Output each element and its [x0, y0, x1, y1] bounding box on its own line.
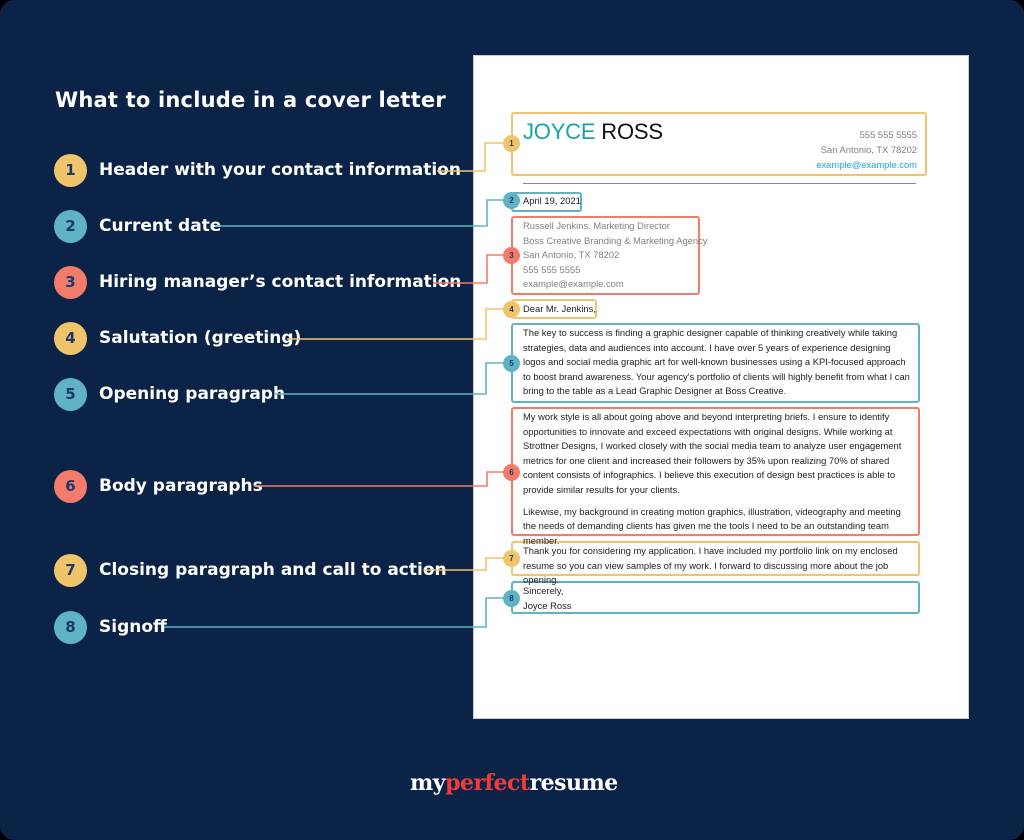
step-label: Body paragraphs: [99, 476, 263, 496]
logo-part-my: my: [410, 770, 446, 796]
step-number-badge: 4: [54, 322, 87, 355]
step-label: Salutation (greeting): [99, 328, 302, 348]
step-number-badge: 7: [54, 554, 87, 587]
step-label: Header with your contact information: [99, 160, 461, 180]
marker-5: 5: [503, 355, 520, 372]
step-number-badge: 2: [54, 210, 87, 243]
marker-3: 3: [503, 247, 520, 264]
step-6: [54, 469, 263, 503]
applicant-contact: [816, 127, 917, 172]
step-label: Opening paragraph: [99, 384, 286, 404]
salutation: Dear Mr. Jenkins,: [523, 303, 596, 314]
recipient-email: example@example.com: [523, 278, 624, 290]
marker-1: 1: [503, 135, 520, 152]
letter-date: April 19, 2021: [523, 195, 581, 206]
opening-text: The key to success is finding a graphic designer capable of thinking creatively while taking strategies, data and audiences into account. I have over 5 years of experience designing logos and social media graphic art for well-known businesses using a KPI-focused approach to boost brand awareness. Your agency's portfolio of clients will highly benefit from what I can bring to the table as a Lead Graphic Designer at Boss Creative.: [523, 327, 910, 397]
step-label: Signoff: [99, 617, 167, 637]
applicant-name: [523, 119, 663, 145]
step-4: [54, 321, 301, 355]
step-3: [54, 265, 461, 299]
step-label: Hiring manager’s contact information: [99, 272, 462, 292]
body-paragraphs: [523, 410, 915, 548]
opening-paragraph: [523, 326, 915, 399]
marker-7: 7: [503, 550, 520, 567]
step-5: [54, 377, 285, 411]
marker-2: 2: [503, 192, 520, 209]
brand-logo: [410, 770, 618, 796]
logo-part-perfect: perfect: [445, 770, 530, 796]
page-title: What to include in a cover letter: [55, 88, 446, 112]
last-name: ROSS: [601, 119, 663, 144]
body-paragraph-2: Likewise, my background in creating motion graphics, illustration, videography and meeting the needs of demanding clients has given me the tools I need to be an outstanding team member.: [523, 505, 901, 546]
applicant-phone: 555 555 5555: [859, 129, 917, 140]
recipient-block: [523, 219, 707, 292]
marker-6: 6: [503, 464, 520, 481]
recipient-company: Boss Creative Branding & Marketing Agency: [523, 234, 708, 246]
step-label: Closing paragraph and call to action: [99, 560, 447, 580]
closing-text: Thank you for considering my application. I have included my portfolio link on my enclosed resume so you can view samples of my work. I forward to discussing more about the job opening.: [523, 545, 898, 586]
step-number-badge: 8: [54, 611, 87, 644]
first-name: JOYCE: [523, 119, 596, 144]
header-divider: [523, 183, 916, 184]
step-number-badge: 3: [54, 266, 87, 299]
closing-paragraph: [523, 544, 915, 588]
step-number-badge: 5: [54, 378, 87, 411]
marker-8: 8: [503, 590, 520, 607]
applicant-email[interactable]: example@example.com: [816, 159, 917, 170]
step-label: Current date: [99, 216, 222, 236]
signoff-block: [523, 584, 571, 613]
body-paragraph-1: My work style is all about going above and beyond interpreting briefs. I ensure to identify opportunities to innovate and exceed expectations with original designs. While working at Strottner Designs, I worked closely with the social media team to analyze user engagement metrics for one client and increased their followers by 35% upon realizing 70% of shared content consists of infographics. I believe this execution of design best practices is able to provide similar results for your clients.: [523, 411, 902, 495]
logo-part-resume: resume: [529, 770, 618, 796]
applicant-city: San Antonio, TX 78202: [820, 144, 917, 155]
marker-4: 4: [503, 301, 520, 318]
recipient-name-title: Russell Jenkins. Marketing Director: [523, 220, 670, 231]
recipient-phone: 555 555 5555: [523, 263, 581, 275]
recipient-city: San Antonio, TX 78202: [523, 249, 620, 261]
step-number-badge: 6: [54, 470, 87, 503]
signoff-text: Sincerely,: [523, 585, 564, 596]
signature: Joyce Ross: [523, 599, 572, 611]
step-2: [54, 209, 221, 243]
step-1: [54, 153, 461, 187]
step-7: [54, 553, 447, 587]
step-number-badge: 1: [54, 154, 87, 187]
step-8: [54, 610, 167, 644]
